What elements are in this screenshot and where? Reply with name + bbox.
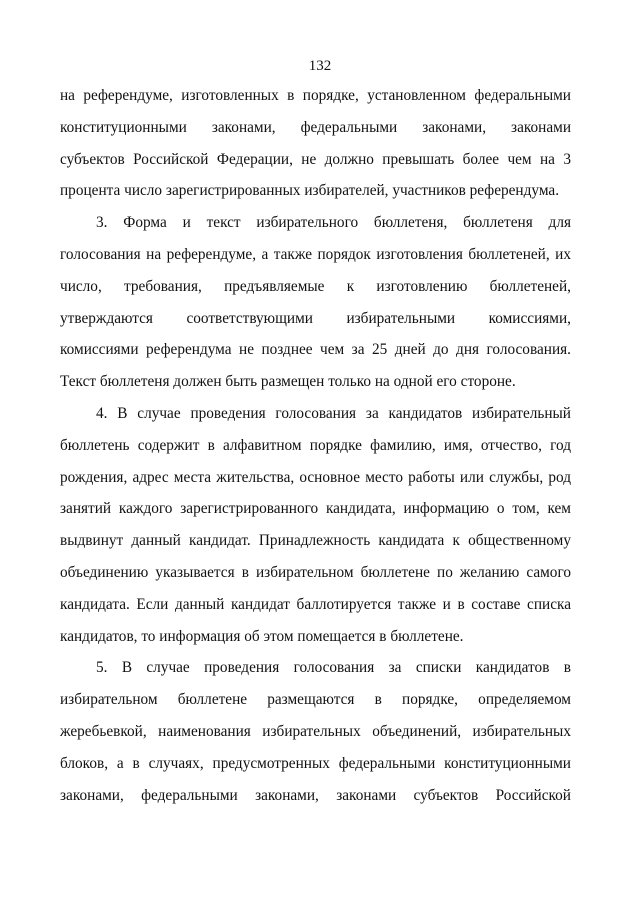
page-number: 132 (308, 58, 332, 74)
document-body (60, 80, 571, 811)
text-line: рождения, адрес места жительства, основное место работы или службы, род (60, 468, 571, 486)
text-line: бюллетень содержит в алфавитном порядке фамилию, имя, отчество, год (60, 436, 571, 454)
paragraph-4-first-line: 4. В случае проведения голосования за кандидатов избирательный (96, 404, 571, 422)
text-line: процента число зарегистрированных избирателей, участников референдума. (60, 182, 560, 200)
text-line: конституционными законами, федеральными законами, законами (60, 118, 571, 136)
text-line: утверждаются соответствующими избирательными комиссиями, (60, 309, 571, 327)
text-line: число, требования, предъявляемые к изготовлению бюллетеней, (60, 277, 571, 295)
text-line: субъектов Российской Федерации, не должно превышать более чем на 3 (60, 150, 571, 168)
text-line: объединению указывается в избирательном бюллетене по желанию самого (60, 563, 571, 581)
text-line: кандидата. Если данный кандидат баллотируется также и в составе списка (60, 595, 571, 613)
text-line: законами, федеральными законами, законами субъектов Российской (60, 786, 571, 804)
text-line: блоков, а в случаях, предусмотренных федеральными конституционными (60, 754, 571, 772)
text-line: занятий каждого зарегистрированного кандидата, информацию о том, кем (60, 500, 571, 518)
text-line: кандидатов, то информация об этом помещается в бюллетене. (60, 627, 464, 645)
text-line: избирательном бюллетене размещаются в порядке, определяемом (60, 691, 571, 709)
text-line: голосования на референдуме, а также порядок изготовления бюллетеней, их (60, 245, 571, 263)
paragraph-3-first-line: 3. Форма и текст избирательного бюллетеня, бюллетеня для (96, 214, 571, 232)
paragraph-5-first-line: 5. В случае проведения голосования за списки кандидатов в (96, 659, 571, 677)
text-line: комиссиями референдума не позднее чем за 25 дней до дня голосования. (60, 341, 571, 359)
text-line: на референдуме, изготовленных в порядке, установленном федеральными (60, 87, 571, 104)
text-line: жеребьевкой, наименования избирательных объединений, избирательных (60, 722, 571, 740)
text-line: выдвинут данный кандидат. Принадлежность кандидата к общественному (60, 532, 571, 550)
text-line: Текст бюллетеня должен быть размещен только на одной его стороне. (60, 373, 516, 391)
